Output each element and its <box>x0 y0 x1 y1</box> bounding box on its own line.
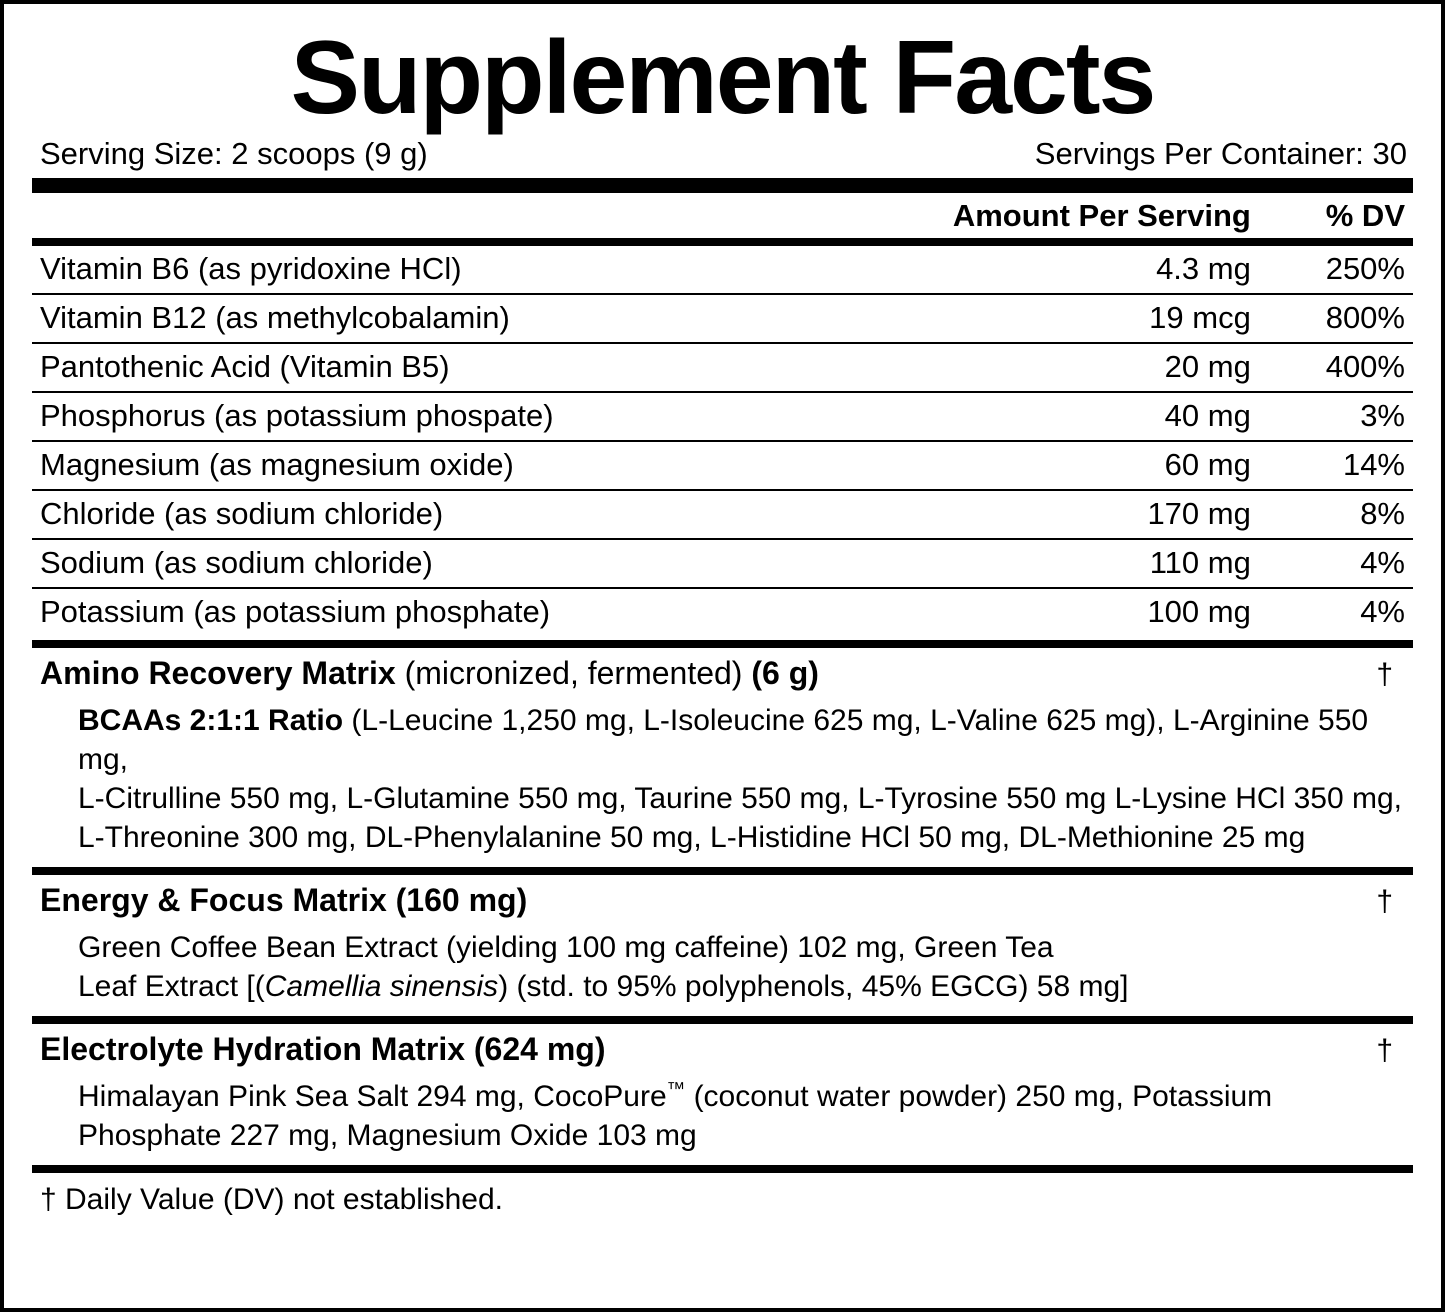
nutrient-name: Phosphorus (as potassium phospate) <box>32 392 798 441</box>
electrolyte-matrix-line-1 <box>78 1077 1403 1116</box>
amino-matrix-line-2: L-Citrulline 550 mg, L-Glutamine 550 mg, Taurine 550 mg, L-Tyrosine 550 mg L-Lysine HCl 350 mg, <box>78 782 1402 815</box>
divider-after-header <box>32 238 1413 246</box>
amino-matrix-weight: (6 g) <box>751 655 819 691</box>
nutrient-dv: 4% <box>1285 539 1413 588</box>
table-row <box>32 539 1413 588</box>
electrolyte-line1-pre: Himalayan Pink Sea Salt 294 mg, CocoPure <box>78 1080 667 1113</box>
electrolyte-line1-post: (coconut water powder) 250 mg, Potassium <box>685 1080 1273 1113</box>
nutrient-name: Sodium (as sodium chloride) <box>32 539 798 588</box>
nutrient-name: Vitamin B12 (as methylcobalamin) <box>32 294 798 343</box>
nutrient-amount: 100 mg <box>1147 594 1251 629</box>
nutrient-name: Chloride (as sodium chloride) <box>32 490 798 539</box>
amino-matrix-subtitle: (micronized, fermented) <box>404 655 743 691</box>
energy-matrix-line-1: Green Coffee Bean Extract (yielding 100 mg caffeine) 102 mg, Green Tea <box>78 931 1054 964</box>
electrolyte-hydration-matrix-body <box>32 1075 1413 1165</box>
electrolyte-matrix-dv-dagger: † <box>1376 1034 1393 1067</box>
electrolyte-hydration-matrix-header <box>32 1024 1413 1075</box>
divider-before-footnote <box>32 1165 1413 1173</box>
camellia-sinensis-italic: Camellia sinensis <box>264 970 499 1003</box>
table-header-row <box>32 193 1413 238</box>
table-row <box>32 490 1413 539</box>
amino-matrix-line-1 <box>78 701 1403 779</box>
energy-focus-matrix-header <box>32 875 1413 926</box>
table-row <box>32 294 1413 343</box>
nutrient-amount: 40 mg <box>798 392 1285 441</box>
energy-line2-pre: Leaf Extract [( <box>78 970 265 1003</box>
nutrient-name: Pantothenic Acid (Vitamin B5) <box>32 343 798 392</box>
bcaa-ratio-label: BCAAs 2:1:1 Ratio <box>78 704 344 737</box>
divider-before-electrolyte-matrix <box>32 1016 1413 1024</box>
nutrient-name: Magnesium (as magnesium oxide) <box>32 441 798 490</box>
table-row <box>32 343 1413 392</box>
energy-line2-post: ) (std. to 95% polyphenols, 45% EGCG) 58 mg] <box>498 970 1129 1003</box>
electrolyte-matrix-title: Electrolyte Hydration Matrix (624 mg) <box>40 1031 606 1067</box>
nutrient-name: Vitamin B6 (as pyridoxine HCl) <box>32 246 798 294</box>
nutrient-amount: 60 mg <box>798 441 1285 490</box>
table-row <box>32 588 1413 636</box>
divider-before-energy-matrix <box>32 867 1413 875</box>
table-row <box>32 246 1413 294</box>
amino-recovery-matrix-body <box>32 699 1413 867</box>
header-blank <box>32 193 798 238</box>
amino-matrix-dv-dagger: † <box>1376 658 1393 691</box>
energy-matrix-line-2 <box>78 967 1403 1006</box>
amino-matrix-line-3: L-Threonine 300 mg, DL-Phenylalanine 50 mg, L-Histidine HCl 50 mg, DL-Methionine 25 mg <box>78 821 1306 854</box>
divider-thick-top <box>32 178 1413 193</box>
nutrient-dv: 8% <box>1285 490 1413 539</box>
nutrient-amount: 170 mg <box>798 490 1285 539</box>
page-title: Supplement Facts <box>290 20 1155 136</box>
nutrient-dv: 3% <box>1285 392 1413 441</box>
header-amount-per-serving: Amount Per Serving <box>952 198 1251 233</box>
bcaa-ratio-detail: (L-Leucine 1,250 mg, L-Isoleucine 625 mg, L-Valine 625 mg), L-Arginine 550 mg, <box>78 704 1369 776</box>
nutrient-amount: 110 mg <box>798 539 1285 588</box>
amino-matrix-title: Amino Recovery Matrix <box>40 655 396 691</box>
nutrient-dv: 800% <box>1285 294 1413 343</box>
energy-focus-matrix-body <box>32 926 1413 1016</box>
nutrient-amount: 4.3 mg <box>798 246 1285 294</box>
nutrient-dv: 250% <box>1285 246 1413 294</box>
table-row <box>32 441 1413 490</box>
electrolyte-matrix-line-2: Phosphate 227 mg, Magnesium Oxide 103 mg <box>78 1119 697 1152</box>
servings-per-container-text: Servings Per Container: 30 <box>1034 136 1407 171</box>
nutrient-dv: 14% <box>1285 441 1413 490</box>
nutrient-dv: 4% <box>1360 594 1405 629</box>
divider-before-amino-matrix <box>32 640 1413 648</box>
serving-size-text: Serving Size: 2 scoops (9 g) <box>40 136 428 171</box>
header-percent-dv: % DV <box>1325 198 1405 233</box>
nutrient-amount: 19 mcg <box>798 294 1285 343</box>
nutrient-name: Potassium (as potassium phosphate) <box>40 594 551 629</box>
nutrient-amount: 20 mg <box>798 343 1285 392</box>
nutrient-dv: 400% <box>1285 343 1413 392</box>
trademark-icon: ™ <box>666 1078 686 1099</box>
footnote-text: † Daily Value (DV) not established. <box>40 1183 504 1216</box>
serving-info-row <box>32 136 1413 172</box>
energy-matrix-dv-dagger: † <box>1376 885 1393 918</box>
table-row <box>32 392 1413 441</box>
amino-recovery-matrix-header <box>32 648 1413 699</box>
nutrient-table <box>32 193 1413 636</box>
energy-matrix-title: Energy & Focus Matrix (160 mg) <box>40 882 528 918</box>
